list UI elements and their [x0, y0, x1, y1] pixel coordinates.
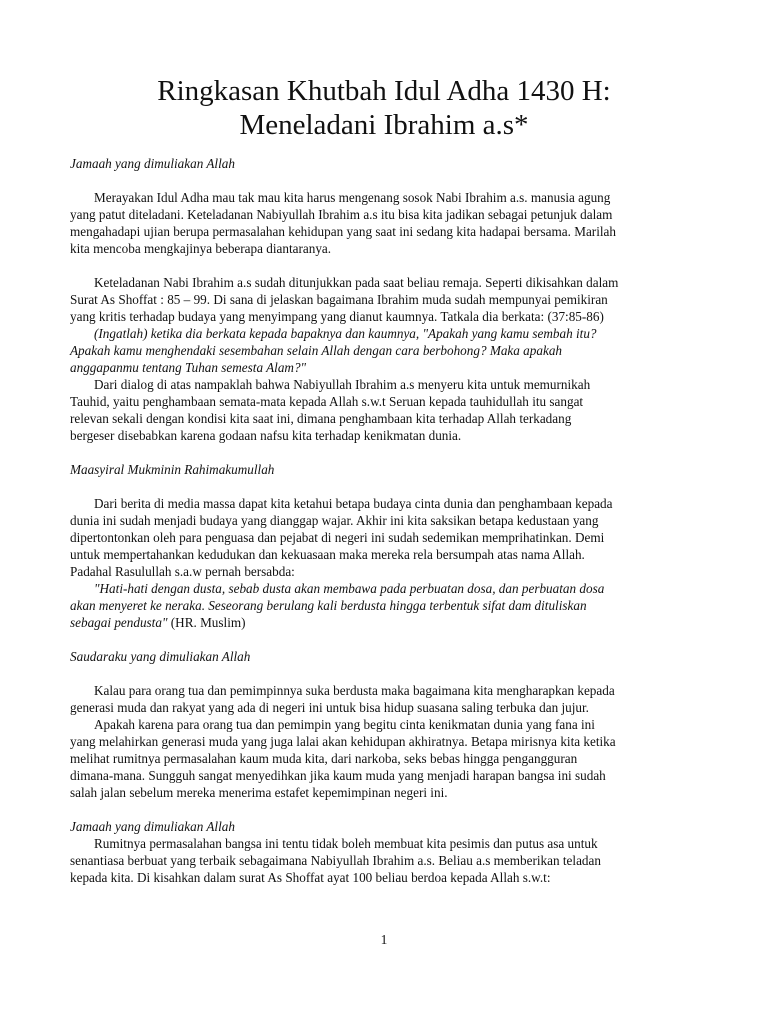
document-body — [70, 155, 698, 886]
text-line: sebagai pendusta" — [70, 615, 168, 630]
text-line: anggapanmu tentang Tuhan semesta Alam?" — [70, 360, 307, 375]
salutation: Jamaah yang dimuliakan Allah — [70, 156, 235, 171]
text-line: Rumitnya permasalahan bangsa ini tentu tidak boleh membuat kita pesimis dan putus asa untuk — [94, 836, 598, 851]
paragraph — [70, 835, 698, 886]
text-line: Tauhid, yaitu penghambaan semata-mata kepada Allah s.w.t Seruan kepada tauhidullah itu sangat — [70, 394, 584, 409]
text-line: Padahal Rasulullah s.a.w pernah bersabda: — [70, 564, 295, 579]
text-line: yang melahirkan generasi muda yang juga lalai akan kehidupan akhiratnya. Betapa mirisnya kita ketika — [70, 734, 616, 749]
text-line: yang patut diteladani. Keteladanan Nabiyullah Ibrahim a.s itu bisa kita jadikan sebagai petunjuk dalam — [70, 207, 613, 222]
paragraph — [70, 189, 698, 257]
salutation: Saudaraku yang dimuliakan Allah — [70, 649, 251, 664]
text-line: Apakah karena para orang tua dan pemimpin yang begitu cinta kenikmatan dunia yang fana ini — [94, 717, 595, 732]
quran-quote — [70, 325, 698, 376]
text-line: Apakah kamu menghendaki sesembahan selain Allah dengan cara berbohong? Maka apakah — [70, 343, 563, 358]
document-title — [70, 74, 698, 142]
salutation: Jamaah yang dimuliakan Allah — [70, 819, 235, 834]
title-line-1: Ringkasan Khutbah Idul Adha 1430 H: — [157, 75, 611, 107]
text-line: Surat As Shoffat : 85 – 99. Di sana di jelaskan bagaimana Ibrahim muda sudah mempunyai pemikiran — [70, 292, 608, 307]
text-line: (Ingatlah) ketika dia berkata kepada bapaknya dan kaumnya, "Apakah yang kamu sembah itu? — [94, 326, 597, 341]
text-line: bergeser disebabkan karena godaan nafsu kita terhadap kenikmatan dunia. — [70, 428, 462, 443]
text-line: salah jalan sebelum mereka menerima estafet kepemimpinan negeri ini. — [70, 785, 448, 800]
text-line: melihat rumitnya permasalahan kaum muda kita, dari narkoba, seks bebas hingga pengangguran — [70, 751, 578, 766]
paragraph — [70, 376, 698, 444]
text-line: generasi muda dan rakyat yang ada di negeri ini untuk bisa hidup suasana saling terbuka dan jujur. — [70, 700, 589, 715]
text-line: Merayakan Idul Adha mau tak mau kita harus mengenang sosok Nabi Ibrahim a.s. manusia agung — [94, 190, 611, 205]
text-line: dimana-mana. Sungguh sangat menyedihkan jika kaum muda yang menjadi harapan bangsa ini sudah — [70, 768, 606, 783]
text-line: "Hati-hati dengan dusta, sebab dusta akan membawa pada perbuatan dosa, dan perbuatan dosa — [94, 581, 605, 596]
page-number: 1 — [380, 932, 388, 947]
paragraph — [70, 274, 698, 325]
text-line: relevan sekali dengan kondisi kita saat ini, dimana penghambaan kita terhadap Allah terkadang — [70, 411, 572, 426]
text-line: yang kritis terhadap budaya yang menyimpang yang dianut kaumnya. Tatkala dia berkata: (37:85-86) — [70, 309, 604, 324]
hadith-source: (HR. Muslim) — [167, 615, 246, 630]
title-line-2: Meneladani Ibrahim a.s* — [239, 109, 529, 141]
paragraph — [70, 716, 698, 801]
text-line: Keteladanan Nabi Ibrahim a.s sudah ditunjukkan pada saat beliau remaja. Seperti dikisahkan dalam — [94, 275, 619, 290]
paragraph — [70, 682, 698, 716]
paragraph — [70, 495, 698, 580]
text-line: akan menyeret ke neraka. Seseorang berulang kali berdusta hingga terbentuk sifat dam dituliskan — [70, 598, 587, 613]
text-line: kepada kita. Di kisahkan dalam surat As Shoffat ayat 100 beliau berdoa kepada Allah s.w.t: — [70, 870, 551, 885]
hadith-quote — [70, 580, 698, 631]
text-line: dunia ini sudah menjadi budaya yang dianggap wajar. Akhir ini kita saksikan betapa kedustaan yang — [70, 513, 599, 528]
text-line: Dari dialog di atas nampaklah bahwa Nabiyullah Ibrahim a.s menyeru kita untuk memurnikah — [94, 377, 591, 392]
text-line: senantiasa berbuat yang terbaik sebagaimana Nabiyullah Ibrahim a.s. Beliau a.s memberikan teladan — [70, 853, 601, 868]
text-line: kita mencoba mengkajinya beberapa diantaranya. — [70, 241, 332, 256]
text-line: untuk mempertahankan kedudukan dan kekuasaan maka mereka rela bersumpah atas nama Allah. — [70, 547, 585, 562]
text-line: dipertontonkan oleh para penguasa dan pejabat di negeri ini sudah sedemikan memprihatinkan. Demi — [70, 530, 605, 545]
text-line: Dari berita di media massa dapat kita ketahui betapa budaya cinta dunia dan penghambaan kepada — [94, 496, 613, 511]
text-line: mengahadapi ujian berupa permasalahan kehidupan yang saat ini sedang kita hadapai bersama. Marilah — [70, 224, 616, 239]
text-line: Kalau para orang tua dan pemimpinnya suka berdusta maka bagaimana kita mengharapkan kepada — [94, 683, 615, 698]
salutation: Maasyiral Mukminin Rahimakumullah — [70, 462, 275, 477]
